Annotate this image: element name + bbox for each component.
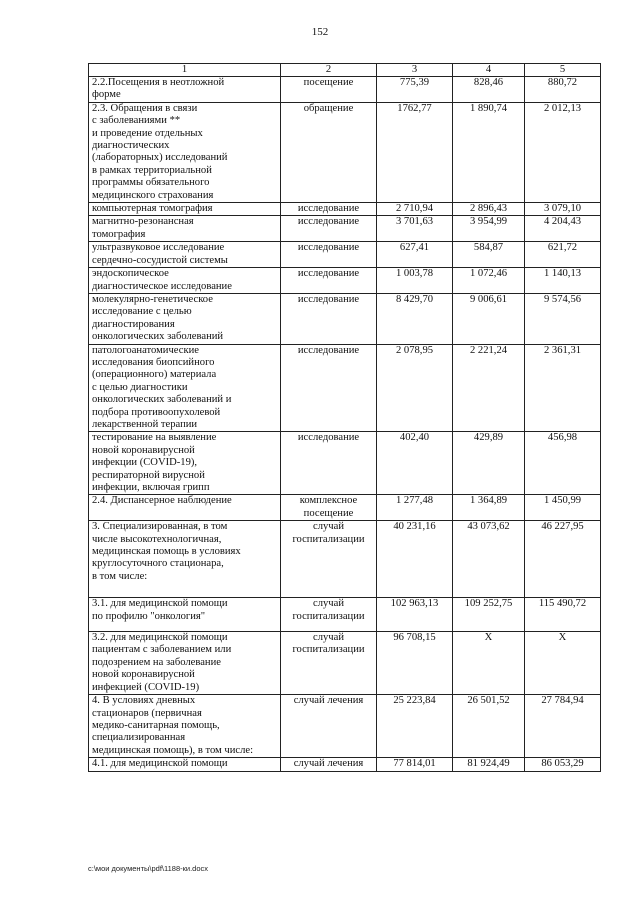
table-row [89, 521, 601, 598]
value-cell [453, 758, 525, 771]
unit-cell-text: исследование [297, 242, 360, 254]
service-name-cell [89, 344, 281, 432]
table-row [89, 102, 601, 202]
service-name-cell-text: ультразвуковое исследование сердечно-сосудистой системы [92, 242, 228, 266]
unit-cell-text: случай госпитализации [292, 521, 365, 545]
value-cell [377, 432, 453, 495]
table-row [89, 344, 601, 432]
value-cell-text: 8 429,70 [395, 293, 434, 305]
service-name-cell [89, 598, 281, 632]
service-name-cell-text: 2.3. Обращения в связи с заболеваниями ** и проведение отдельных диагностических (лабораторных) исследований в рамках территориальной программы обязательного медицинского страхования [92, 102, 228, 201]
value-cell-text: 621,72 [547, 242, 578, 254]
service-name-cell-text: 4.1. для медицинской помощи [92, 758, 228, 770]
table-row [89, 268, 601, 294]
column-header: 4 [453, 64, 525, 77]
value-cell-text: 86 053,29 [541, 758, 584, 770]
value-cell-text: 456,98 [547, 432, 578, 444]
value-cell [453, 495, 525, 521]
unit-cell [281, 242, 377, 268]
value-cell-text: 102 963,13 [390, 598, 439, 610]
unit-cell-text: случай госпитализации [292, 598, 365, 622]
value-cell [453, 521, 525, 598]
value-cell [377, 758, 453, 771]
unit-cell [281, 695, 377, 758]
service-name-cell [89, 758, 281, 771]
value-cell-text: X [558, 632, 567, 644]
table-row [89, 758, 601, 771]
value-cell [377, 216, 453, 242]
unit-cell-text: исследование [297, 293, 360, 305]
value-cell-text: 402,40 [399, 432, 430, 444]
value-cell-text: 2 361,31 [543, 344, 582, 356]
value-cell [377, 632, 453, 695]
value-cell-text: X [484, 632, 493, 644]
value-cell [453, 598, 525, 632]
unit-cell [281, 521, 377, 598]
value-cell [525, 293, 601, 344]
value-cell [453, 293, 525, 344]
value-cell [453, 102, 525, 202]
value-cell-text: 109 252,75 [464, 598, 513, 610]
value-cell [377, 695, 453, 758]
service-name-cell [89, 521, 281, 598]
service-name-cell [89, 77, 281, 103]
value-cell [453, 695, 525, 758]
service-name-cell-text: молекулярно-генетическое исследование с целью диагностирования онкологических заболеваний [92, 293, 224, 343]
value-cell [525, 632, 601, 695]
value-cell [453, 203, 525, 216]
table-row [89, 598, 601, 632]
value-cell-text: 77 814,01 [393, 758, 436, 770]
service-name-cell [89, 432, 281, 495]
value-cell-text: 828,46 [473, 77, 504, 88]
value-cell [377, 598, 453, 632]
unit-cell [281, 344, 377, 432]
table-row [89, 216, 601, 242]
value-cell-text: 429,89 [473, 432, 504, 444]
table-row [89, 495, 601, 521]
unit-cell [281, 758, 377, 771]
service-name-cell [89, 293, 281, 344]
value-cell [525, 102, 601, 202]
service-name-cell-text: 3.1. для медицинской помощи по профилю "онкология" [92, 598, 228, 622]
value-cell [377, 344, 453, 432]
table-row [89, 77, 601, 103]
unit-cell-text: исследование [297, 203, 360, 215]
value-cell-text: 3 954,99 [469, 216, 508, 228]
service-name-cell-text: патологоанатомические исследования биопсийного (операционного) материала с целью диагностики онкологических заболеваний и подбора противоопухолевой лекарственной терапии [92, 344, 232, 430]
value-cell [525, 432, 601, 495]
table-row [89, 695, 601, 758]
value-cell [453, 216, 525, 242]
unit-cell-text: исследование [297, 432, 360, 444]
unit-cell [281, 495, 377, 521]
value-cell-text: 1 072,46 [469, 268, 508, 280]
value-cell-text: 26 501,52 [467, 695, 510, 707]
column-header: 2 [281, 64, 377, 77]
value-cell [525, 216, 601, 242]
value-cell-text: 25 223,84 [393, 695, 436, 707]
service-name-cell [89, 268, 281, 294]
service-name-cell-text: 2.2.Посещения в неотложной форме [92, 77, 225, 101]
value-cell [377, 268, 453, 294]
service-name-cell-text: тестирование на выявление новой коронавирусной инфекции (COVID-19), респираторной вирусной инфекции, включая грипп [92, 432, 217, 493]
value-cell-text: 46 227,95 [541, 521, 584, 533]
value-cell-text: 27 784,94 [541, 695, 584, 707]
value-cell-text: 1 003,78 [395, 268, 434, 280]
service-name-cell-text: компьютерная томография [92, 203, 213, 215]
value-cell-text: 2 896,43 [469, 203, 508, 215]
value-cell [525, 495, 601, 521]
table-row [89, 632, 601, 695]
service-name-cell-text: эндоскопическое диагностическое исследование [92, 268, 232, 292]
service-name-cell [89, 102, 281, 202]
value-cell-text: 1 364,89 [469, 495, 508, 507]
value-cell-text: 2 078,95 [395, 344, 434, 356]
value-cell-text: 1 890,74 [469, 102, 508, 114]
service-name-cell [89, 495, 281, 521]
value-cell [525, 203, 601, 216]
value-cell-text: 3 079,10 [543, 203, 582, 215]
column-header: 3 [377, 64, 453, 77]
tariff-table [88, 63, 601, 772]
value-cell [377, 102, 453, 202]
unit-cell [281, 632, 377, 695]
unit-cell-text: случай лечения [293, 695, 364, 707]
value-cell [453, 268, 525, 294]
unit-cell [281, 598, 377, 632]
value-cell [453, 632, 525, 695]
service-name-cell [89, 216, 281, 242]
column-header: 5 [525, 64, 601, 77]
value-cell-text: 1 140,13 [543, 268, 582, 280]
value-cell [525, 521, 601, 598]
value-cell-text: 2 221,24 [469, 344, 508, 356]
table-row [89, 293, 601, 344]
value-cell-text: 627,41 [399, 242, 430, 254]
value-cell-text: 2 710,94 [395, 203, 434, 215]
unit-cell-text: исследование [297, 344, 360, 356]
value-cell-text: 81 924,49 [467, 758, 510, 770]
table-row [89, 242, 601, 268]
value-cell [525, 77, 601, 103]
unit-cell-text: исследование [297, 216, 360, 228]
value-cell [525, 268, 601, 294]
service-name-cell-text: магнитно-резонансная томография [92, 216, 194, 240]
value-cell [453, 77, 525, 103]
value-cell-text: 96 708,15 [393, 632, 436, 644]
service-name-cell [89, 695, 281, 758]
unit-cell-text: обращение [303, 102, 354, 114]
service-name-cell [89, 632, 281, 695]
table-header-row [89, 64, 601, 77]
page-number: 152 [311, 26, 329, 38]
table-row [89, 432, 601, 495]
unit-cell-text: случай госпитализации [292, 632, 365, 656]
unit-cell [281, 203, 377, 216]
value-cell [525, 242, 601, 268]
unit-cell [281, 216, 377, 242]
value-cell-text: 1 277,48 [395, 495, 434, 507]
value-cell [377, 242, 453, 268]
unit-cell [281, 268, 377, 294]
service-name-cell [89, 203, 281, 216]
service-name-cell-text: 4. В условиях дневных стационаров (первичная медико-санитарная помощь, специализированная медицинская помощь), в том числе: [92, 695, 254, 756]
footer-file-path: c:\мои документы\pdf\1188-ки.docx [88, 864, 209, 873]
value-cell [453, 344, 525, 432]
service-name-cell-text: 2.4. Диспансерное наблюдение [92, 495, 232, 507]
value-cell-text: 40 231,16 [393, 521, 436, 533]
unit-cell [281, 432, 377, 495]
value-cell [525, 695, 601, 758]
unit-cell-text: посещение [303, 77, 354, 88]
service-name-cell-text: 3. Специализированная, в том числе высокотехнологичная, медицинская помощь в условиях круглосуточного стационара, в том числе: [92, 521, 241, 582]
value-cell [377, 293, 453, 344]
value-cell-text: 3 701,63 [395, 216, 434, 228]
value-cell [453, 242, 525, 268]
value-cell [377, 495, 453, 521]
service-name-cell [89, 242, 281, 268]
unit-cell-text: комплексное посещение [299, 495, 358, 519]
value-cell [377, 521, 453, 598]
unit-cell-text: исследование [297, 268, 360, 280]
value-cell-text: 9 574,56 [543, 293, 582, 305]
table-row [89, 203, 601, 216]
unit-cell [281, 102, 377, 202]
unit-cell [281, 293, 377, 344]
value-cell-text: 2 012,13 [543, 102, 582, 114]
value-cell-text: 9 006,61 [469, 293, 508, 305]
value-cell-text: 584,87 [473, 242, 504, 254]
value-cell [377, 77, 453, 103]
value-cell-text: 775,39 [399, 77, 430, 88]
value-cell-text: 1 450,99 [543, 495, 582, 507]
service-name-cell-text: 3.2. для медицинской помощи пациентам с заболеванием или подозрением на заболевание новой коронавирусной инфекцией (COVID-19) [92, 632, 232, 693]
value-cell [453, 432, 525, 495]
value-cell [525, 598, 601, 632]
value-cell-text: 43 073,62 [467, 521, 510, 533]
value-cell [525, 344, 601, 432]
unit-cell [281, 77, 377, 103]
unit-cell-text: случай лечения [293, 758, 364, 770]
column-header: 1 [89, 64, 281, 77]
value-cell [377, 203, 453, 216]
value-cell [525, 758, 601, 771]
value-cell-text: 1762,77 [397, 102, 432, 114]
value-cell-text: 4 204,43 [543, 216, 582, 228]
value-cell-text: 115 490,72 [538, 598, 587, 610]
value-cell-text: 880,72 [547, 77, 578, 88]
